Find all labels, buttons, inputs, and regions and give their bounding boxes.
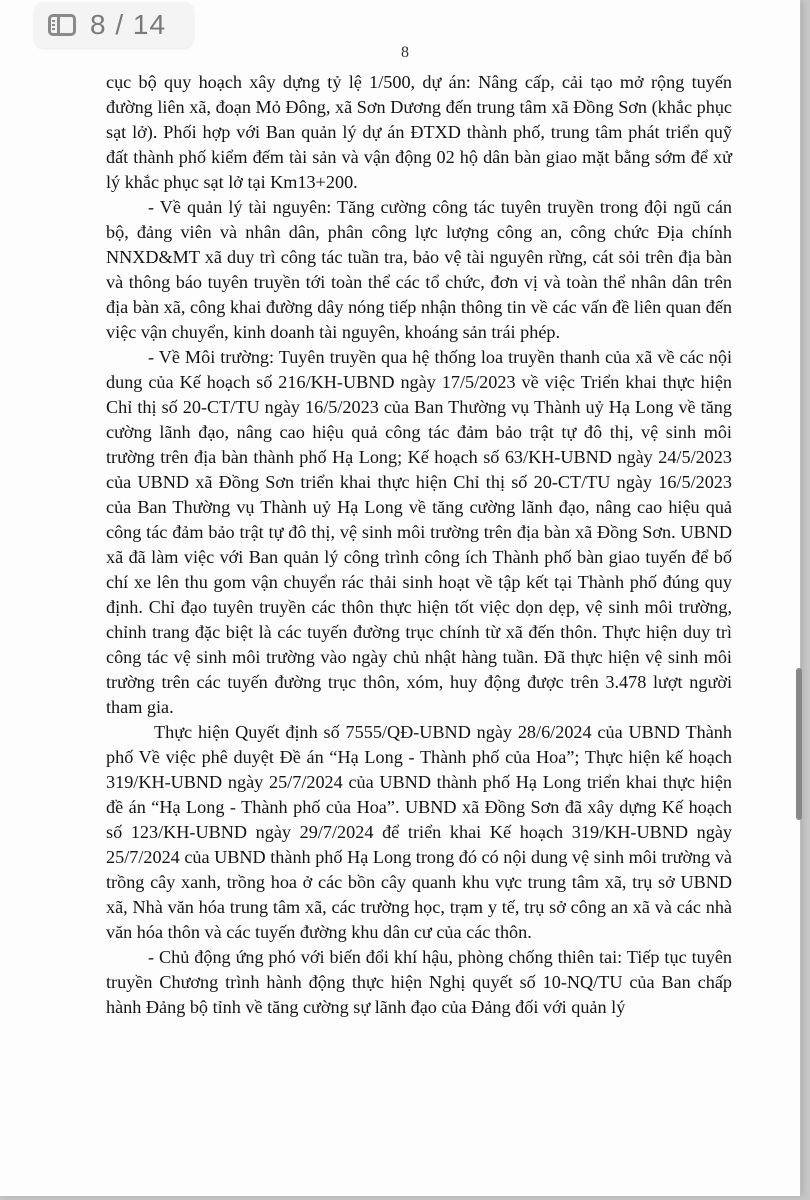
scrollbar-thumb[interactable]: [796, 668, 802, 820]
page-count-label: 8 / 14: [90, 9, 167, 40]
document-body: [106, 70, 732, 1020]
paragraph-4: Thực hiện Quyết định số 7555/QĐ-UBND ngày 28/6/2024 của UBND Thành phố Về việc phê duyệt Đề án “Hạ Long - Thành phố của Hoa”; Thực hiện kế hoạch 319/KH-UBND ngày 25/7/2024 của UBND thành phố Hạ Long triển khai thực hiện đề án “Hạ Long - Thành phố của Hoa”. UBND xã Đồng Sơn đã xây dựng Kế hoạch số 123/KH-UBND ngày 29/7/2024 để triển khai Kế hoạch 319/KH-UBND ngày 25/7/2024 của UBND thành phố Hạ Long trong đó có nội dung vệ sinh môi trường và trồng cây xanh, trồng hoa ở các bồn cây quanh khu vực trung tâm xã, trụ sở UBND xã, Nhà văn hóa trung tâm xã, các trường học, trạm y tế, trụ sở công an xã và các nhà văn hóa thôn và các tuyến đường khu dân cư của các thôn.: [106, 722, 732, 942]
page-indicator[interactable]: [34, 2, 194, 48]
paragraph-2: - Về quản lý tài nguyên: Tăng cường công tác tuyên truyền trong đội ngũ cán bộ, đảng viên và nhân dân, phân công lực lượng công an, công chức Địa chính NNXD&MT xã duy trì công tác tuần tra, bảo vệ tài nguyên rừng, cát sỏi trên địa bàn và thông báo tuyên truyền tới toàn thể các tổ chức, đơn vị và toàn thể nhân dân trên địa bàn xã, công khai đường dây nóng tiếp nhận thông tin về các vấn đề liên quan đến việc vận chuyển, kinh doanh tài nguyên, khoáng sản trái phép.: [106, 197, 732, 342]
paragraph-1: cục bộ quy hoạch xây dựng tỷ lệ 1/500, dự án: Nâng cấp, cải tạo mở rộng tuyến đường liên xã, đoạn Mỏ Đông, xã Sơn Dương đến trung tâm xã Đồng Sơn (khắc phục sạt lở). Phối hợp với Ban quản lý dự án ĐTXD thành phố, trung tâm phát triển quỹ đất thành phố kiểm đếm tài sản và vận động 02 hộ dân bàn giao mặt bằng sớm để xử lý khắc phục sạt lở tại Km13+200.: [106, 72, 732, 192]
page-number: 8: [401, 44, 409, 61]
paragraph-3: - Về Môi trường: Tuyên truyền qua hệ thống loa truyền thanh của xã về các nội dung của Kế hoạch số 216/KH-UBND ngày 17/5/2023 về việc Triển khai thực hiện Chỉ thị số 20-CT/TU ngày 16/5/2023 của Ban Thường vụ Thành uỷ Hạ Long về tăng cường lãnh đạo, nâng cao hiệu quả công tác đảm bảo trật tự đô thị, vệ sinh môi trường trên địa bàn thành phố Hạ Long; Kế hoạch số 63/KH-UBND ngày 24/5/2023 của UBND xã Đồng Sơn triển khai thực hiện Chỉ thị số 20-CT/TU ngày 16/5/2023 của Ban Thường vụ Thành uỷ Hạ Long về tăng cường lãnh đạo, nâng cao hiệu quả công tác đảm bảo trật tự đô thị, vệ sinh môi trường trên địa bàn xã Đồng Sơn. UBND xã đã làm việc với Ban quản lý công trình công ích Thành phố bàn giao tuyến để bố chí xe lên thu gom vận chuyển rác thải sinh hoạt về tập kết tại Thành phố đúng quy định. Chỉ đạo tuyên truyền các thôn thực hiện tốt việc dọn dẹp, vệ sinh môi trường, chỉnh trang đặc biệt là các tuyến đường trục chính từ xã đến thôn. Thực hiện duy trì công tác vệ sinh môi trường vào ngày chủ nhật hàng tuần. Đã thực hiện vệ sinh môi trường trên các tuyến đường trục thôn, xóm, huy động được trên 3.478 lượt người tham gia.: [106, 347, 732, 717]
paragraph-5: - Chủ động ứng phó với biến đổi khí hậu, phòng chống thiên tai: Tiếp tục tuyên truyền Chương trình hành động thực hiện Nghị quyết số 10-NQ/TU của Ban chấp hành Đảng bộ tỉnh về tăng cường sự lãnh đạo của Đảng đối với quản lý: [106, 947, 732, 1017]
sidebar-toggle-icon[interactable]: [48, 14, 76, 36]
